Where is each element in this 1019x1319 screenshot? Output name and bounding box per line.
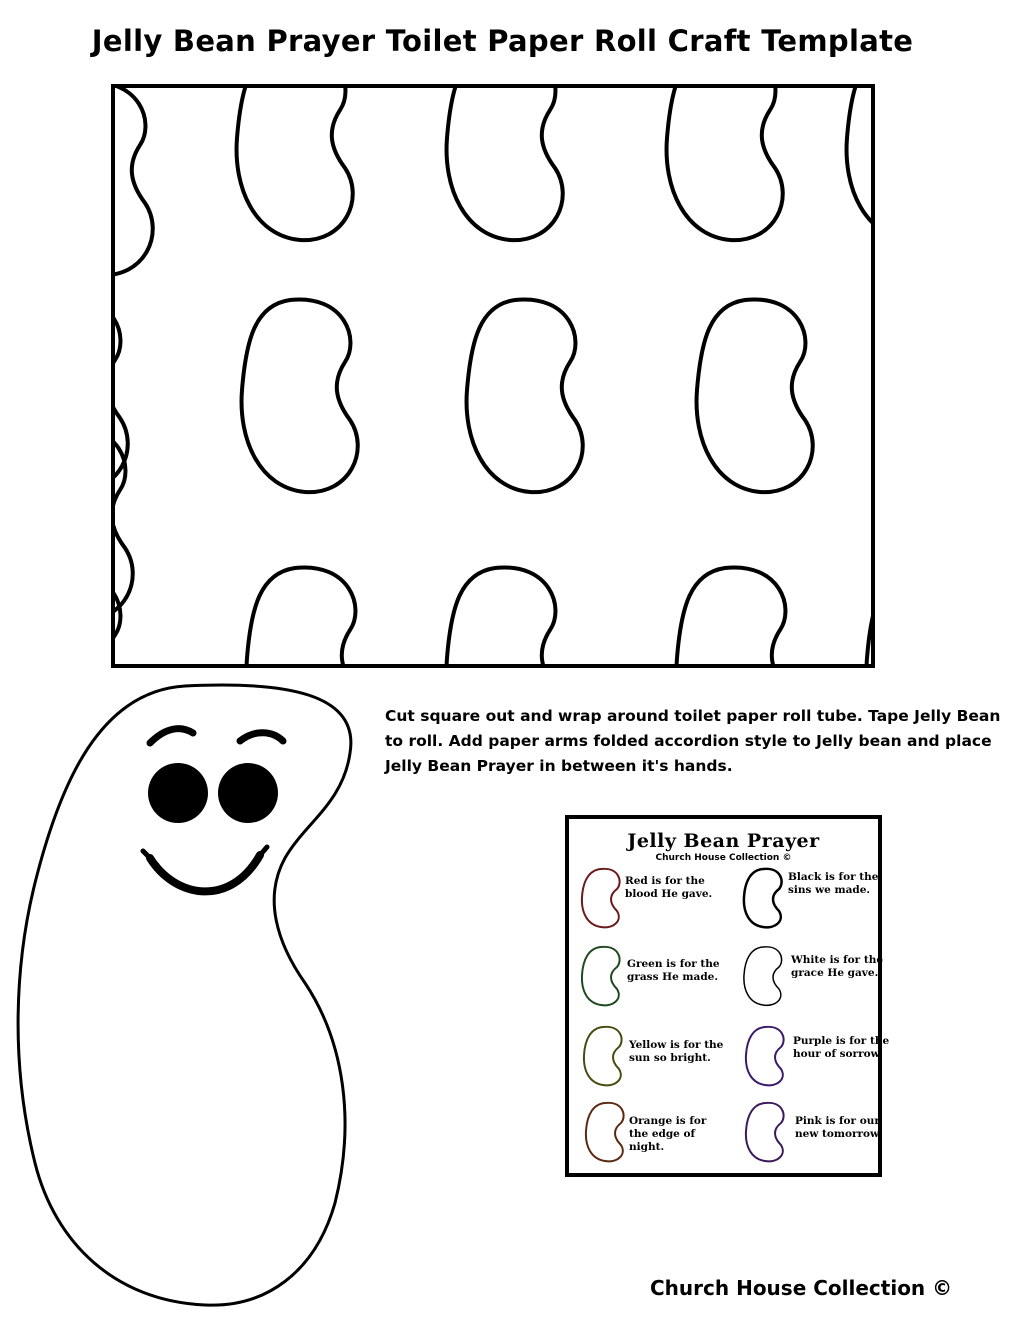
verse-purple: Purple is for the hour of sorrow. [793,1035,890,1060]
pattern-bean [697,299,813,492]
white-bean-icon [741,945,785,1007]
pattern-bean [115,88,153,275]
instructions-paragraph: Cut square out and wrap around toilet paper roll tube. Tape Jelly Bean to roll. Add paper arms folded accordion style to Jelly bean and place Jelly Bean Prayer in between it's hands. [385,707,1001,775]
pattern-bean [115,572,128,668]
verse-black: Black is for the sins we made. [788,871,879,896]
jelly-bean-prayer-card [565,815,890,1177]
left-eye [148,763,208,823]
bean-icon-path [746,1103,784,1161]
bean-icon-path [744,869,782,927]
pattern-bean [447,567,563,668]
copyright-footer: Church House Collection © [650,1276,953,1300]
bean-icon-path [584,1027,622,1085]
verse-red: Red is for the blood He gave. [625,875,713,900]
pattern-bean [847,88,875,240]
verse-green: Green is for the grass He made. [627,958,720,983]
bean-icon-path [582,869,620,927]
orange-bean-icon [583,1101,627,1163]
verse-orange: Orange is for the edge of night. [629,1115,707,1153]
pattern-bean [677,567,793,668]
bean-icon-path [744,947,782,1005]
pattern-bean [467,299,583,492]
pattern-bean [867,567,875,668]
pattern-bean [247,567,363,668]
prayer-card-subtitle: Church House Collection © [655,853,792,863]
smiling-jelly-bean-cutout [15,683,360,1313]
red-bean-icon [579,867,623,929]
pattern-bean [667,88,783,240]
pattern-bean [237,88,353,240]
instructions-text [385,704,1005,779]
prayer-card-title: Jelly Bean Prayer [627,830,820,852]
right-eye [218,763,278,823]
verse-pink: Pink is for our new tomorrow. [795,1115,882,1140]
black-bean-icon [741,867,785,929]
verse-white: White is for the grace He gave. [791,954,884,979]
bean-icon-path [586,1103,624,1161]
bean-icon-path [582,947,620,1005]
pattern-bean [447,88,563,240]
pattern-bean [115,427,133,620]
purple-bean-icon [743,1025,787,1087]
pink-bean-icon [743,1101,787,1163]
bean-icon-path [746,1027,784,1085]
yellow-bean-icon [581,1025,625,1087]
verse-yellow: Yellow is for the sun so bright. [629,1039,724,1064]
jelly-bean-pattern [115,88,875,668]
jelly-bean-pattern-sheet [111,84,875,668]
green-bean-icon [579,945,623,1007]
pattern-bean [242,299,358,492]
page-title: Jelly Bean Prayer Toilet Paper Roll Craft Template [91,24,914,58]
